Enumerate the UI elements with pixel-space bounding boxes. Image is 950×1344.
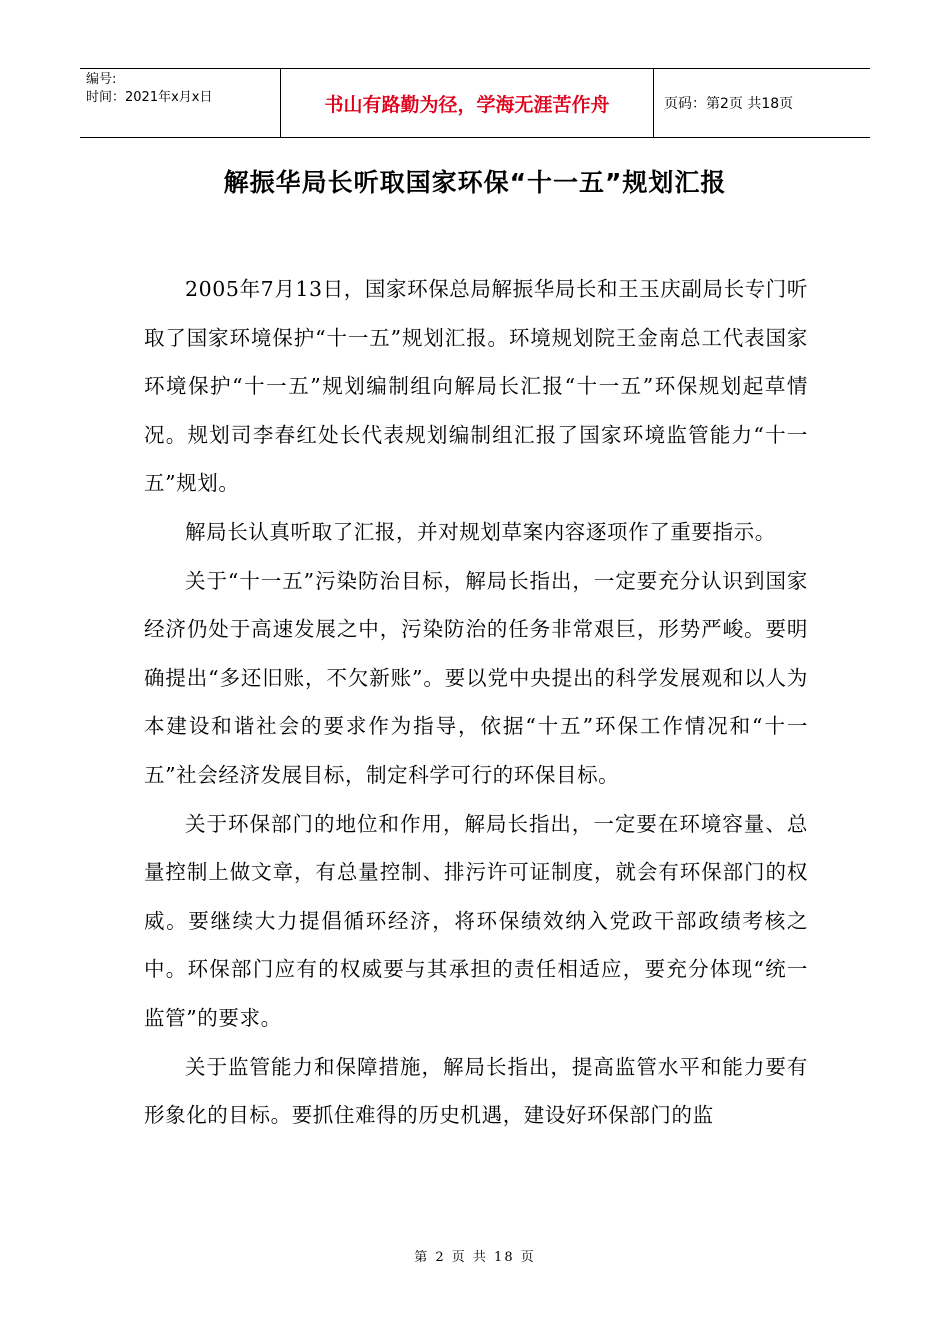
document-title: 解振华局长听取国家环保“十一五”规划汇报: [223, 168, 727, 197]
header-page-info: 页码：第2页 共18页: [664, 96, 794, 112]
document-number-label: 编号:: [86, 72, 117, 87]
header-table: [80, 68, 870, 138]
header-meta-cell: [80, 69, 281, 137]
paragraph: 解局长认真听取了汇报，并对规划草案内容逐项作了重要指示。: [185, 519, 776, 544]
document-time-label: 时间：2021年x月x日: [86, 90, 213, 105]
paragraph: 2005年7月13日，国家环保总局解振华局长和王玉庆副局长专门听取了国家环境保护“十一五”规划汇报。环境规划院王金南总工代表国家环境保护“十一五”规划编制组向解局长汇报“十一五”环保规划起草情况。规划司李春红处长代表规划编制组汇报了国家环境监管能力“十一五”规划。: [144, 277, 808, 496]
page-footer: 第 2 页 共 18 页: [414, 1250, 536, 1265]
header-motto: 书山有路勤为径，学海无涯苦作舟: [281, 69, 654, 137]
paragraph: 关于环保部门的地位和作用，解局长指出，一定要在环境容量、总量控制上做文章，有总量控制、排污许可证制度，就会有环保部门的权威。要继续大力提倡循环经济，将环保绩效纳入党政干部政绩考核之中。环保部门应有的权威要与其承担的责任相适应，要充分体现“统一监管”的要求。: [144, 811, 808, 1030]
paragraph: 关于“十一五”污染防治目标，解局长指出，一定要充分认识到国家经济仍处于高速发展之中，污染防治的任务非常艰巨，形势严峻。要明确提出“多还旧账，不欠新账”。要以党中央提出的科学发展观和以人为本建设和谐社会的要求作为指导，依据“十五”环保工作情况和“十一五”社会经济发展目标，制定科学可行的环保目标。: [144, 568, 808, 787]
document-body: [144, 265, 808, 1140]
paragraph: 关于监管能力和保障措施，解局长指出，提高监管水平和能力要有形象化的目标。要抓住难得的历史机遇，建设好环保部门的监: [144, 1054, 808, 1128]
